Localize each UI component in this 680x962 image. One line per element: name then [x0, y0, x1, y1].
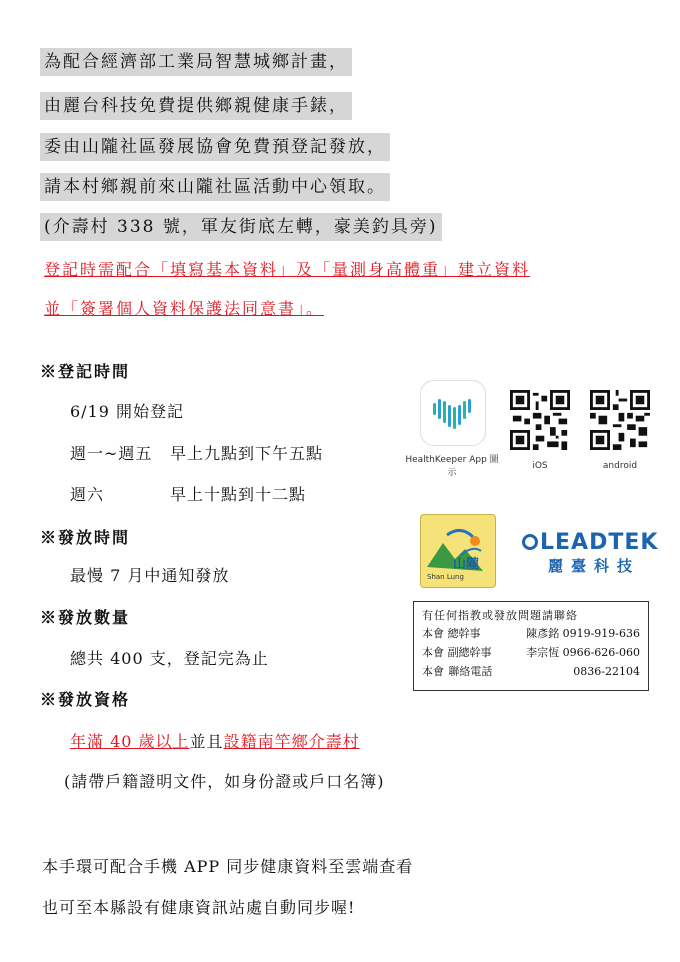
contact-org: 本會: [422, 665, 444, 678]
eligibility-age: 年滿 40 歲以上: [70, 732, 190, 751]
eligibility-residence: 設籍南竿鄉介壽村: [223, 732, 360, 751]
distribution-time-title: ※發放時間: [40, 528, 131, 547]
registration-weekday: [70, 443, 323, 465]
saturday-label: 週六: [70, 485, 105, 504]
intro-address: (介壽村 338 號，軍友街底左轉，豪美釣具旁): [40, 213, 442, 241]
contact-row: [422, 662, 640, 681]
contact-name-phone: 陳彥銘 0919-919-636: [526, 627, 640, 640]
shanlung-logo: [420, 514, 496, 588]
contact-role: 聯絡電話: [448, 665, 493, 678]
qr-ios-caption: iOS: [532, 461, 548, 471]
weekday-time: 早上九點到下午五點: [170, 444, 324, 463]
distribution-qty-text: 總共 400 支，登記完為止: [70, 649, 269, 668]
registration-saturday: [70, 484, 306, 506]
eligibility-title: ※發放資格: [40, 690, 131, 709]
shanlung-zh: 山隴: [453, 557, 480, 572]
notice-line-2: 並「簽署個人資料保護法同意書」。: [44, 299, 325, 318]
qr-android-caption: android: [602, 461, 638, 471]
healthkeeper-app-icon: [420, 380, 486, 446]
contact-name-phone: 李宗恆 0966-626-060: [526, 646, 640, 659]
eligibility-conditions: [70, 731, 360, 753]
footer-line-1: 本手環可配合手機 APP 同步健康資料至雲端查看: [42, 857, 414, 876]
app-caption: HealthKeeper App 圖示: [405, 455, 499, 478]
footer-line-2: 也可至本縣設有健康資訊站處自動同步喔!: [42, 898, 356, 917]
contact-title: 有任何指教或發放問題請聯絡: [422, 609, 578, 622]
contact-role: 副總幹事: [447, 646, 492, 659]
heart-bars-icon: [421, 381, 485, 445]
leadtek-en-text: LEADTEK: [540, 530, 659, 555]
contact-name-phone: 0836-22104: [573, 665, 640, 678]
contact-org: 本會: [422, 646, 444, 659]
contact-role: 總幹事: [447, 627, 481, 640]
distribution-qty-title: ※發放數量: [40, 608, 131, 627]
registration-title: ※登記時間: [40, 362, 131, 381]
intro-line-1: 為配合經濟部工業局智慧城鄉計畫，: [40, 48, 352, 76]
intro-line-2: 由麗台科技免費提供鄉親健康手錶，: [40, 92, 352, 120]
notice-line-1: 登記時需配合「填寫基本資料」及「量測身高體重」建立資料: [44, 260, 531, 279]
weekday-label: 週一~週五: [70, 444, 153, 463]
eligibility-docs: (請帶戶籍證明文件，如身份證或戶口名簿): [64, 772, 385, 791]
shanlung-en: Shan Lung: [427, 573, 464, 581]
contact-row: [422, 643, 640, 662]
intro-line-4: 請本村鄉親前來山隴社區活動中心領取。: [40, 173, 390, 201]
registration-start: 6/19 開始登記: [70, 402, 185, 421]
leadtek-zh: 麗臺科技: [548, 557, 641, 575]
qr-android-icon: [590, 390, 650, 450]
contact-box: [413, 601, 649, 691]
intro-line-3: 委由山隴社區發展協會免費預登記發放，: [40, 133, 390, 161]
contact-org: 本會: [422, 627, 444, 640]
saturday-time: 早上十點到十二點: [170, 485, 307, 504]
leadtek-mark-icon: [522, 534, 538, 550]
eligibility-joiner: 並且: [189, 732, 224, 751]
leadtek-en: [522, 530, 658, 555]
contact-row: [422, 624, 640, 643]
qr-ios-icon: [510, 390, 570, 450]
leadtek-logo: [522, 530, 658, 576]
distribution-time-text: 最慢 7 月中通知發放: [70, 566, 230, 585]
